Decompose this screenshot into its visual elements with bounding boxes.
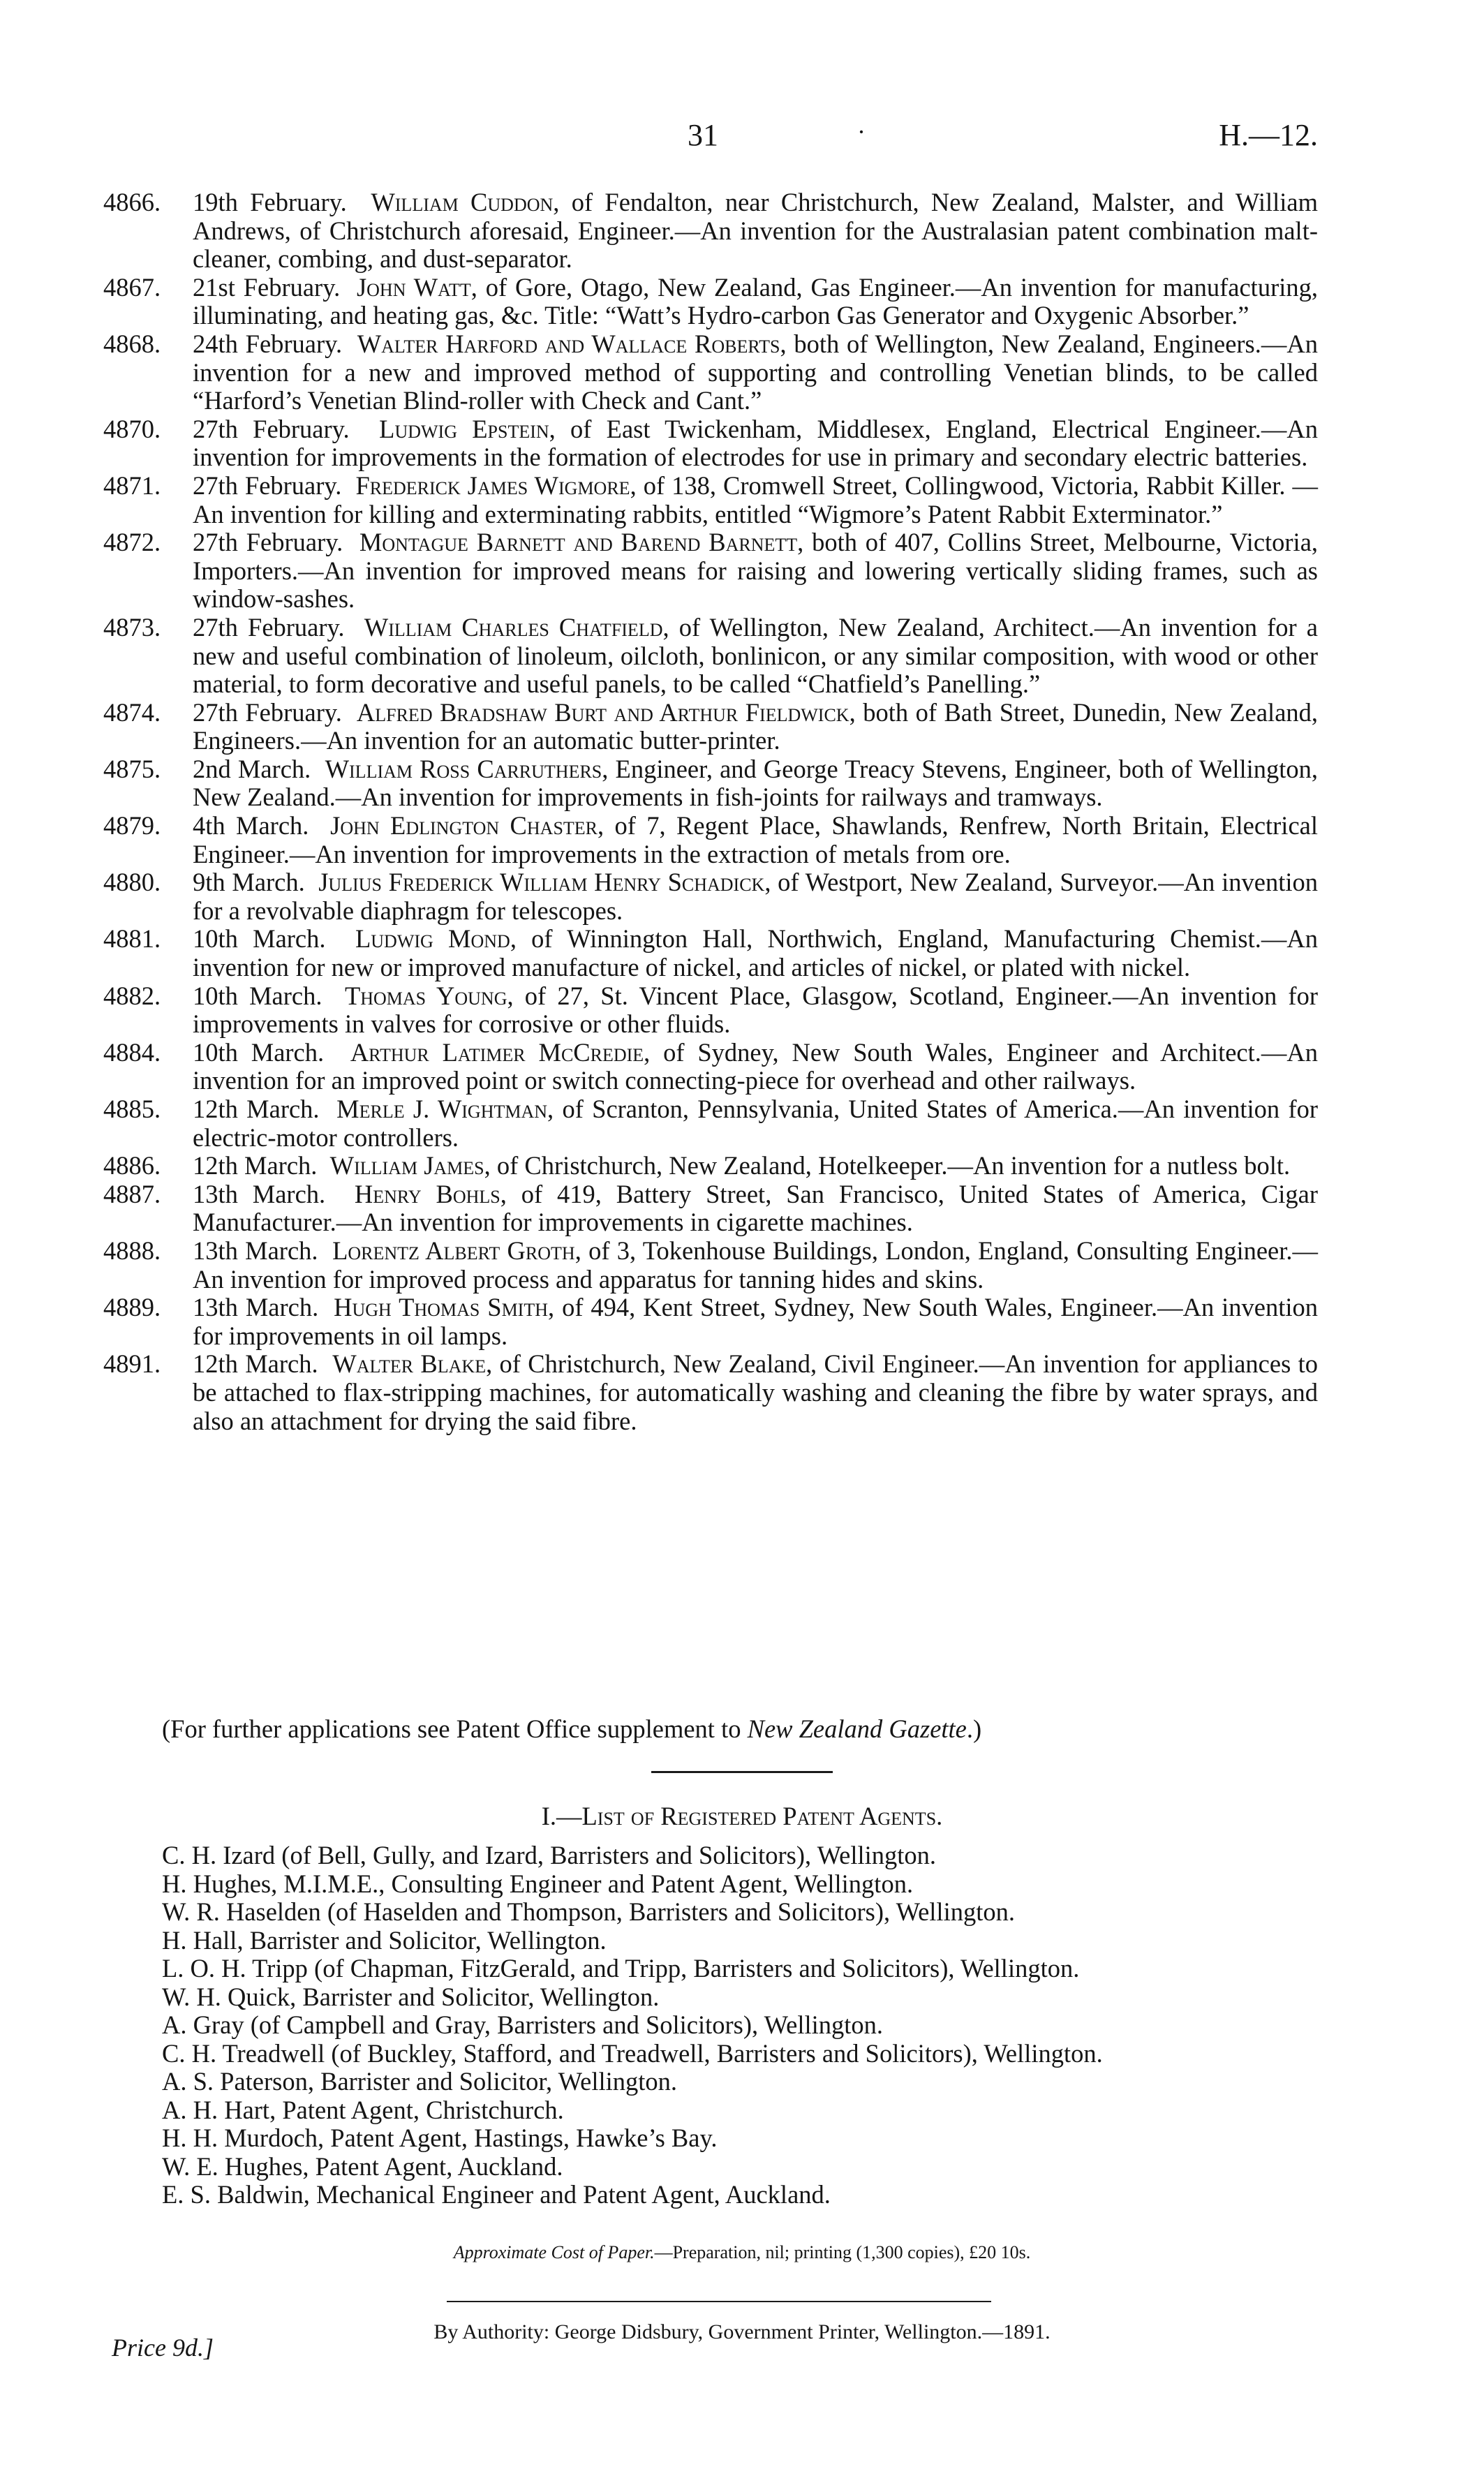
patent-entry [103,1350,1318,1435]
patent-entry [103,528,1318,614]
entry-number: 4871. [103,470,161,500]
page-header [0,117,1484,166]
entry-description: , of 27, St. Vincent Place, Glasgow, Scotland, Engineer.—An invention for improvements in valves for corrosive or other fluids. [193,981,1318,1039]
entry-description: , of Christchurch, New Zealand, Civil Engineer.—An invention for appliances to be attached to flax-stripping machines, for automatically washing and cleaning the fibre by water sprays, and also an attachment for drying the said fibre. [193,1349,1318,1435]
entry-number: 4884. [103,1037,161,1067]
entry-number: 4882. [103,981,161,1010]
patent-entry [103,812,1318,868]
patent-entry [103,415,1318,472]
entry-description: , of 494, Kent Street, Sydney, New South Wales, Engineer.—An invention for improvements in oil lamps. [193,1293,1319,1350]
entry-description: , of Gore, Otago, New Zealand, Gas Engineer.—An invention for manufacturing, illuminating, and heating gas, &c. Title: “Watt’s Hydro-carbon Gas Generator and Oxygenic Absorber.” [193,272,1318,330]
entry-number: 4879. [103,811,161,840]
patent-entry [103,1180,1318,1237]
entry-description: , both of 407, Collins Street, Melbourne, Victoria, Importers.—An invention for improved means for raising and lowering vertically sliding frames, such as window-sashes. [193,528,1319,614]
patent-agent: C. H. Treadwell (of Buckley, Stafford, and Treadwell, Barristers and Solicitors), Wellington. [162,2038,1103,2068]
approximate-cost-line [0,2242,1484,2263]
section-divider [651,1771,833,1773]
applicant-name: Henry Bohls [354,1179,500,1208]
patent-entry [103,982,1318,1039]
header-dot: · [857,118,866,146]
entry-date: 12th March. [193,1095,320,1123]
applicant-name: Walter Harford and Wallace Roberts [357,329,780,358]
further-applications-note [162,1715,981,1744]
applicant-name: William James [329,1151,484,1180]
patent-entry [103,868,1318,925]
applicant-name: Alfred Bradshaw Burt and Arthur Fieldwick [356,697,849,727]
entry-description: , of 3, Tokenhouse Buildings, London, England, Consulting Engineer.—An invention for improved process and apparatus for tanning hides and skins. [193,1236,1319,1294]
entry-description: , of 419, Battery Street, San Francisco, United States of America, Cigar Manufacturer.—An invention for improvements in cigarette machines. [193,1179,1318,1237]
entry-date: 19th February. [193,188,347,216]
patent-agent: A. Gray (of Campbell and Gray, Barristers and Solicitors), Wellington. [162,2010,884,2039]
patent-entry [103,1039,1318,1095]
entry-description: , of East Twickenham, Middlesex, England, Electrical Engineer.—An invention for improvements in the formation of electrodes for use in primary and secondary electric batteries. [193,414,1318,472]
patent-agent: H. Hughes, M.I.M.E., Consulting Engineer and Patent Agent, Wellington. [162,1869,914,1898]
patent-agent: A. H. Hart, Patent Agent, Christchurch. [162,2095,564,2124]
patent-entry [103,1237,1318,1294]
entry-description: , both of Wellington, New Zealand, Engineers.—An invention for a new and improved method of supporting and controlling Venetian blinds, to be called “Harford’s Venetian Blind-roller with Check and Cant.” [193,329,1318,415]
entry-number: 4875. [103,754,161,783]
patent-entry [103,925,1318,981]
patent-agent: C. H. Izard (of Bell, Gully, and Izard, Barristers and Solicitors), Wellington. [162,1841,937,1869]
entry-number: 4873. [103,612,161,642]
cost-label: Approximate Cost of Paper. [453,2242,655,2262]
applicant-name: Walter Blake [332,1349,487,1379]
price-label: Price 9d.] [112,2334,214,2362]
applicant-name: Julius Frederick William Henry Schadick [318,868,765,897]
applicant-name: Arthur Latimer McCredie [350,1037,644,1067]
patent-agent: W. E. Hughes, Patent Agent, Auckland. [162,2151,563,2181]
entry-date: 27th February. [193,414,350,443]
patent-agent: E. S. Baldwin, Mechanical Engineer and Patent Agent, Auckland. [162,2180,831,2209]
entry-description: , both of Bath Street, Dunedin, New Zealand, Engineers.—An invention for an automatic butter-printer. [193,697,1319,755]
entry-number: 4887. [103,1179,161,1208]
patent-entry [103,1294,1318,1350]
entry-date: 27th February. [193,528,343,557]
applicant-name: Lorentz Albert Groth [332,1236,575,1265]
document-code: H.—12. [1219,118,1318,152]
entry-number: 4889. [103,1293,161,1322]
patent-applications-list [103,188,1318,1435]
entry-description: , of Fendalton, near Christchurch, New Zealand, Malster, and William Andrews, of Christchurch aforesaid, Engineer.—An invention for the Australasian patent combination malt-cleaner, combing, and dust-separator. [193,188,1319,274]
note-gazette-title: New Zealand Gazette [747,1714,967,1743]
patent-entry [103,1095,1318,1152]
note-suffix: .) [966,1714,982,1743]
entry-number: 4881. [103,924,161,954]
entry-number: 4885. [103,1095,161,1123]
applicant-name: John Watt [356,272,471,302]
entry-date: 27th February. [193,612,345,642]
patent-entry [103,274,1318,330]
entry-number: 4888. [103,1236,161,1265]
patent-agent: W. H. Quick, Barrister and Solicitor, Wellington. [162,1982,660,2011]
entry-date: 13th March. [193,1293,319,1322]
entry-date: 4th March. [193,811,309,840]
entry-description: , of Wellington, New Zealand, Architect.—An invention for a new and useful combination of linoleum, oilcloth, bonlinicon, or any similar composition, with wood or other material, to form decorative and useful panels, to be called “Chatfield’s Panelling.” [193,612,1318,699]
applicant-name: William Cuddon [371,188,554,216]
page-number: 31 [688,118,718,152]
entry-date: 13th March. [193,1236,318,1265]
applicant-name: William Charles Chatfield [364,612,663,642]
patent-entry [103,330,1318,415]
entry-description: , of Westport, New Zealand, Surveyor.—An invention for a revolvable diaphragm for telescopes. [193,868,1318,925]
patent-agent: W. R. Haselden (of Haselden and Thompson, Barristers and Solicitors), Wellington. [162,1897,1015,1926]
applicant-name: Frederick James Wigmore [355,470,630,500]
entry-date: 21st February. [193,272,341,302]
patent-entry [103,188,1318,274]
applicant-name: Hugh Thomas Smith [334,1293,548,1322]
patent-agent: H. Hall, Barrister and Solicitor, Wellington. [162,1925,607,1955]
entry-date: 27th February. [193,470,342,500]
patent-entry [103,1152,1318,1180]
applicant-name: Thomas Young [344,981,507,1010]
entry-description: , of 138, Cromwell Street, Collingwood, Victoria, Rabbit Killer. —An invention for killing and exterminating rabbits, entitled “Wigmore’s Patent Rabbit Exterminator.” [193,470,1319,528]
applicant-name: Ludwig Epstein [379,414,549,443]
entry-date: 12th March. [193,1151,318,1180]
entry-date: 10th March. [193,1037,325,1067]
entry-description: , of Christchurch, New Zealand, Hotelkeeper.—An invention for a nutless bolt. [484,1151,1291,1180]
entry-date: 12th March. [193,1349,318,1379]
patent-entry [103,472,1318,528]
entry-date: 2nd March. [193,754,311,783]
printer-authority: By Authority: George Didsbury, Government Printer, Wellington.—1891. [433,2320,1051,2343]
applicant-name: Ludwig Mond [355,924,510,954]
entry-description: , of Sydney, New South Wales, Engineer and Architect.—An invention for an improved point or switch connecting-piece for overhead and other railways. [193,1037,1318,1095]
patent-entry [103,755,1318,812]
patent-agent: L. O. H. Tripp (of Chapman, FitzGerald, and Tripp, Barristers and Solicitors), Wellington. [162,1954,1080,1983]
entry-date: 9th March. [193,868,305,897]
entry-description: , of Scranton, Pennsylvania, United States of America.—An invention for electric-motor controllers. [193,1095,1319,1152]
entry-date: 13th March. [193,1179,326,1208]
entry-number: 4872. [103,528,161,557]
applicant-name: Montague Barnett and Barend Barnett [359,528,798,557]
patent-entry [103,699,1318,755]
cost-text: —Preparation, nil; printing (1,300 copies), £20 10s. [654,2242,1031,2262]
entry-date: 10th March. [193,981,322,1010]
entry-number: 4874. [103,697,161,727]
patent-agent: H. H. Murdoch, Patent Agent, Hastings, Hawke’s Bay. [162,2124,718,2152]
footer-divider [447,2301,991,2302]
entry-description: , of Winnington Hall, Northwich, England, Manufacturing Chemist.—An invention for new or improved manufacture of nickel, and articles of nickel, or plated with nickel. [193,924,1319,982]
section-title: I.—List of Registered Patent Agents. [541,1802,943,1830]
entry-number: 4880. [103,868,161,897]
entry-number: 4870. [103,414,161,443]
patent-agents-list [162,1841,1103,2209]
entry-date: 24th February. [193,329,343,358]
entry-number: 4867. [103,272,161,302]
patent-agent: A. S. Paterson, Barrister and Solicitor, Wellington. [162,2067,678,2096]
note-prefix: (For further applications see Patent Office supplement to [162,1714,748,1743]
entry-date: 27th February. [193,697,342,727]
applicant-name: William Ross Carruthers [325,754,602,783]
entry-number: 4868. [103,329,161,358]
entry-description: , Engineer, and George Treacy Stevens, Engineer, both of Wellington, New Zealand.—An invention for improvements in fish-joints for railways and tramways. [193,754,1319,812]
applicant-name: John Edlington Chaster [330,811,598,840]
applicant-name: Merle J. Wightman [336,1095,548,1123]
patent-entry [103,614,1318,699]
entry-number: 4866. [103,188,161,216]
entry-description: , of 7, Regent Place, Shawlands, Renfrew, North Britain, Electrical Engineer.—An invention for improvements in the extraction of metals from ore. [193,811,1318,868]
entry-number: 4891. [103,1349,161,1379]
entry-number: 4886. [103,1151,161,1180]
entry-date: 10th March. [193,924,326,954]
